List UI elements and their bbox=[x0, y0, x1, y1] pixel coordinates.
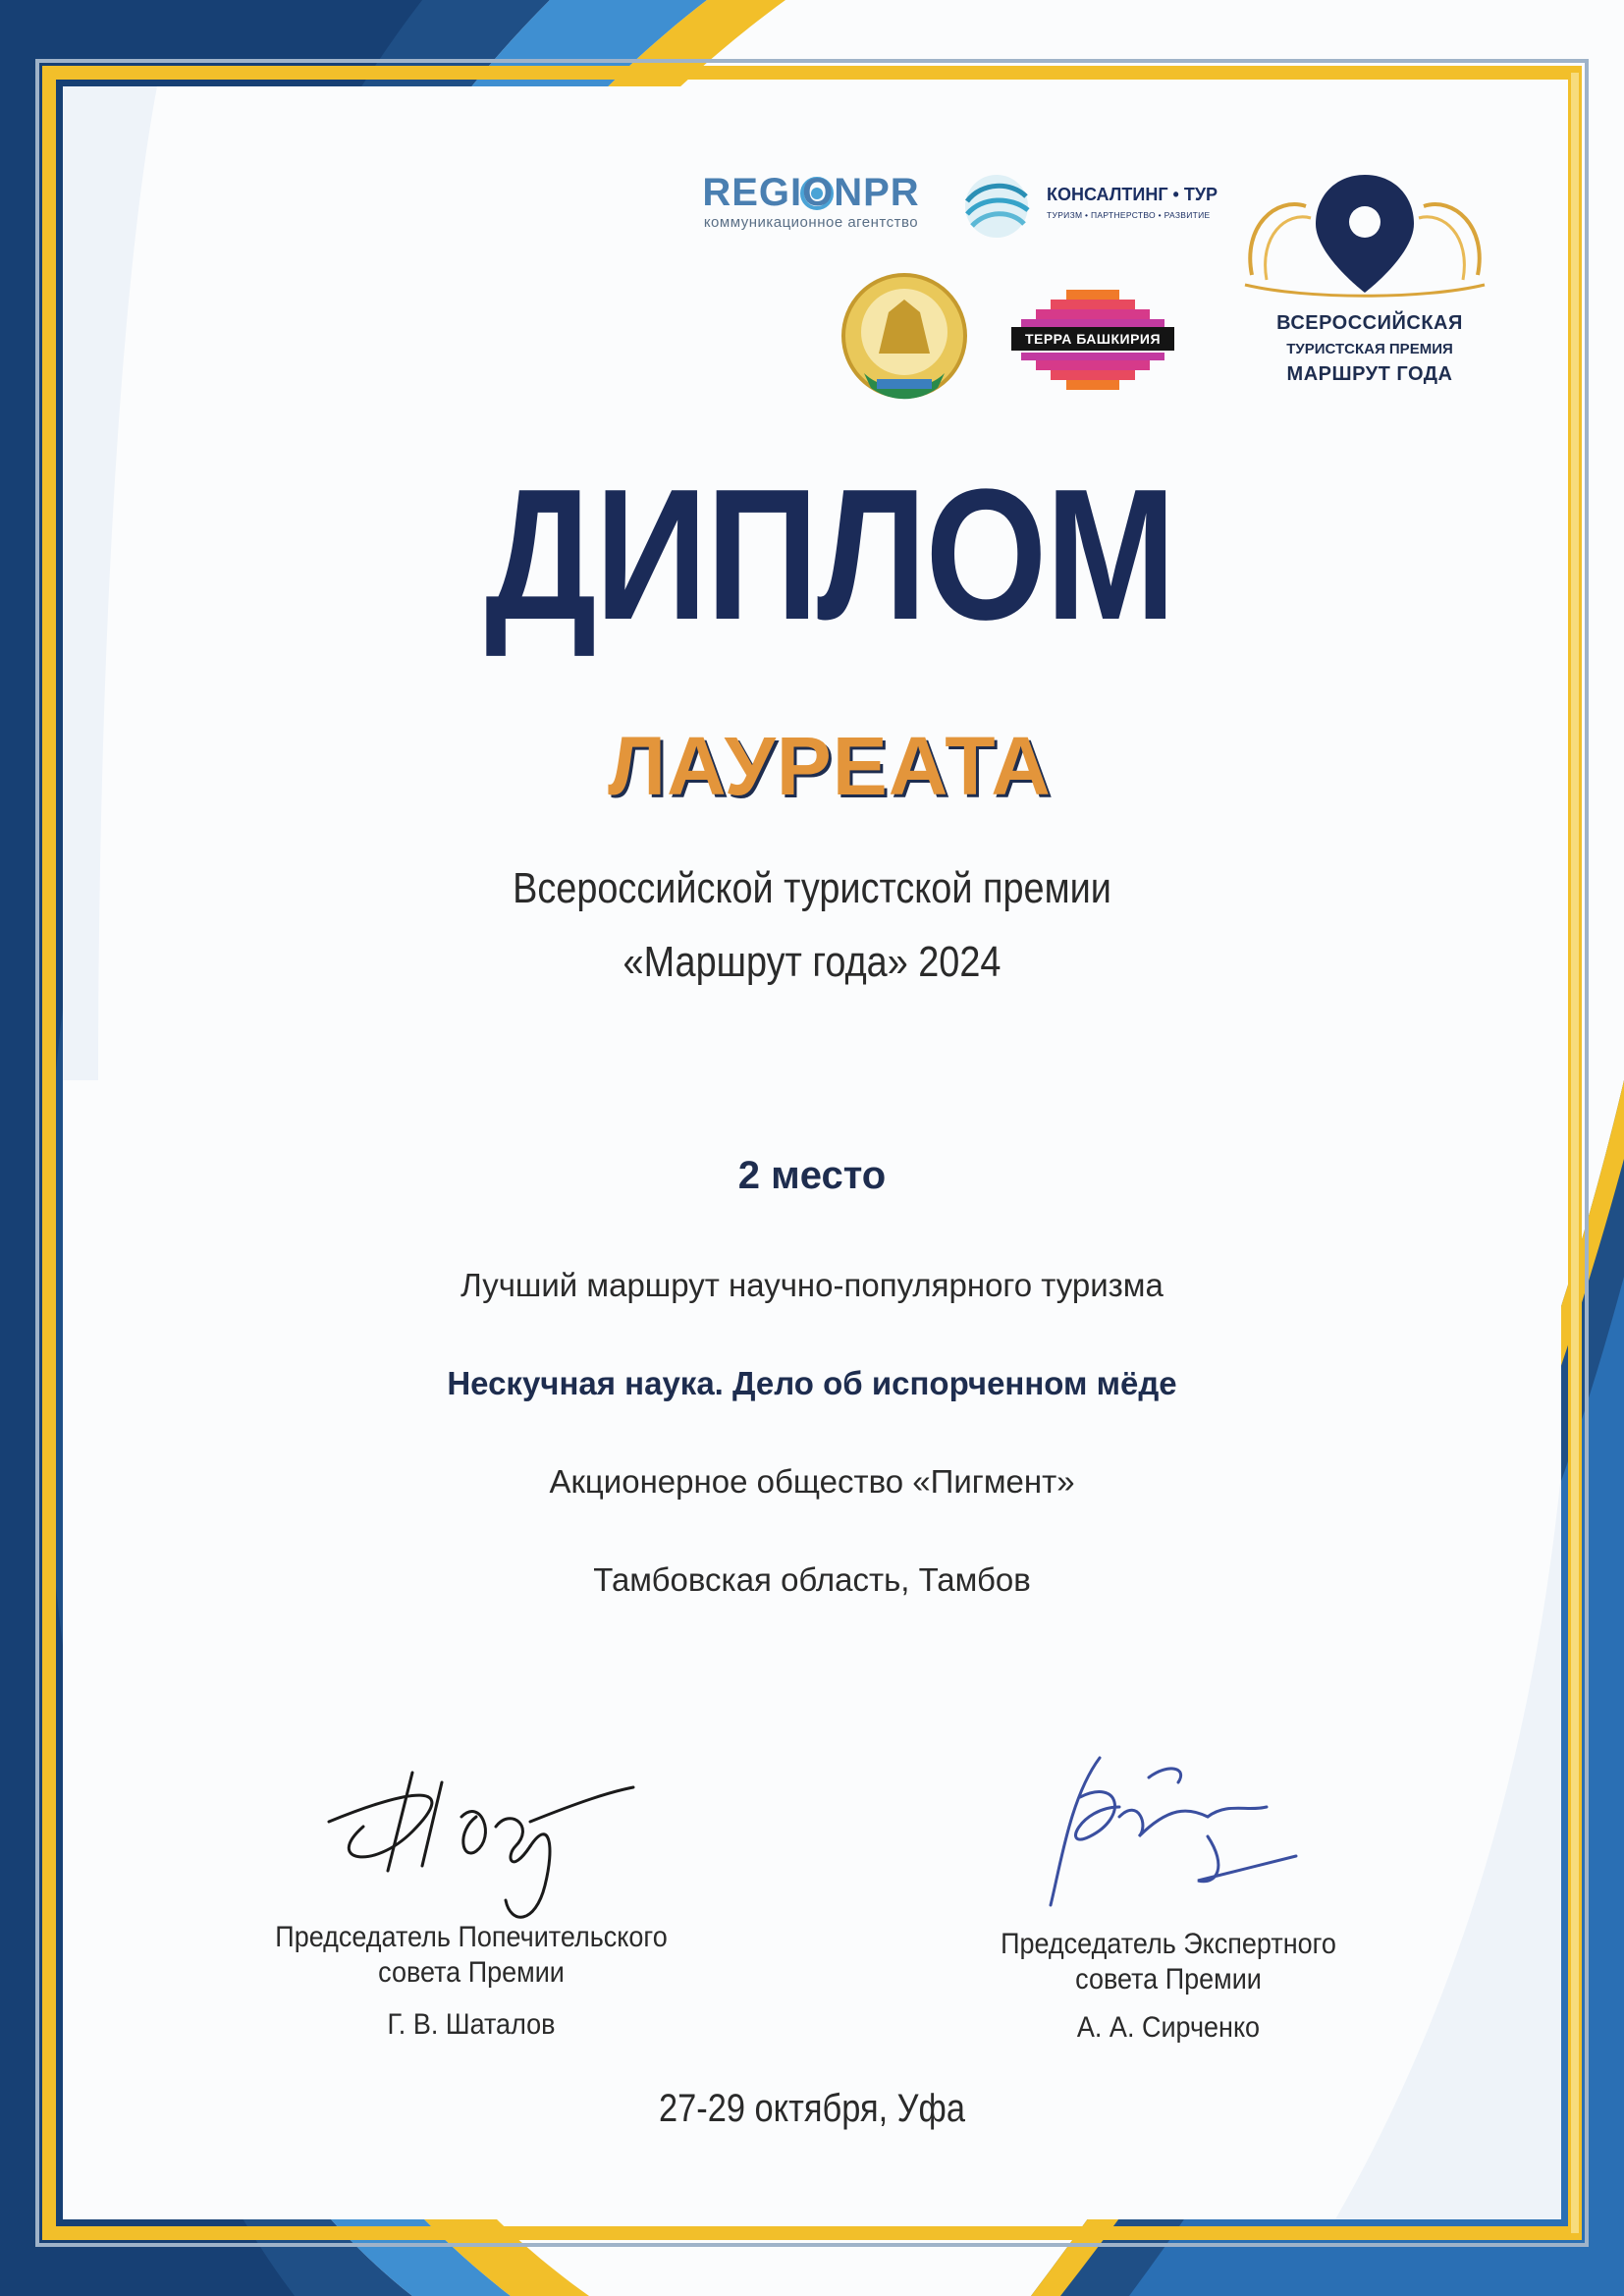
award-logo-text bbox=[1227, 312, 1512, 386]
right-signatory-name: А. А. Сирченко bbox=[1076, 2011, 1261, 2044]
regionpr-wordmark: REGIONPR bbox=[702, 171, 920, 214]
konsalting-wordmark: КОНСАЛТИНГ • ТУР bbox=[1047, 185, 1218, 204]
award-logo-line1: ВСЕРОССИЙСКАЯ bbox=[1276, 312, 1463, 334]
award-logo-line2: ТУРИСТСКАЯ ПРЕМИЯ bbox=[1286, 341, 1453, 357]
right-signatory-title-line1: Председатель Экспертного bbox=[1001, 1928, 1336, 1960]
premium-name-line2: «Маршрут года» 2024 bbox=[623, 938, 1001, 986]
event-date-place: 27-29 октября, Уфа bbox=[659, 2087, 965, 2130]
diploma-title: ДИПЛОМ bbox=[484, 451, 1175, 659]
organization-name: Акционерное общество «Пигмент» bbox=[549, 1463, 1075, 1500]
left-signatory-title-line1: Председатель Попечительского bbox=[275, 1921, 668, 1953]
regionpr-logo bbox=[693, 173, 929, 231]
terra-bashkiria-logo bbox=[1011, 290, 1174, 388]
coat-of-arms-icon bbox=[843, 275, 965, 399]
route-name: Нескучная наука. Дело об испорченном мёде bbox=[447, 1365, 1177, 1401]
right-signatory-title-line2: совета Премии bbox=[1075, 1963, 1262, 1995]
right-signatory-title bbox=[974, 1927, 1363, 1997]
left-signatory-name: Г. В. Шаталов bbox=[387, 2008, 556, 2041]
premium-name-line1: Всероссийской туристской премии bbox=[513, 864, 1111, 912]
konsalting-logo bbox=[962, 173, 1218, 242]
regionpr-subtitle: коммуникационное агентство bbox=[703, 214, 919, 231]
place-label: 2 место bbox=[737, 1154, 887, 1197]
diploma-subtitle: ЛАУРЕАТА bbox=[608, 720, 1052, 812]
terra-bashkiria-label: ТЕРРА БАШКИРИЯ bbox=[1011, 327, 1174, 351]
left-signatory-title bbox=[259, 1920, 683, 1991]
award-logo-line3: МАРШРУТ ГОДА bbox=[1286, 363, 1453, 385]
nomination-label: Лучший маршрут научно-популярного туризма bbox=[460, 1267, 1164, 1303]
konsalting-subtitle: ТУРИЗМ • ПАРТНЕРСТВО • РАЗВИТИЕ bbox=[1047, 210, 1211, 220]
region-name: Тамбовская область, Тамбов bbox=[593, 1561, 1031, 1598]
left-signatory-title-line2: совета Премии bbox=[378, 1956, 565, 1989]
